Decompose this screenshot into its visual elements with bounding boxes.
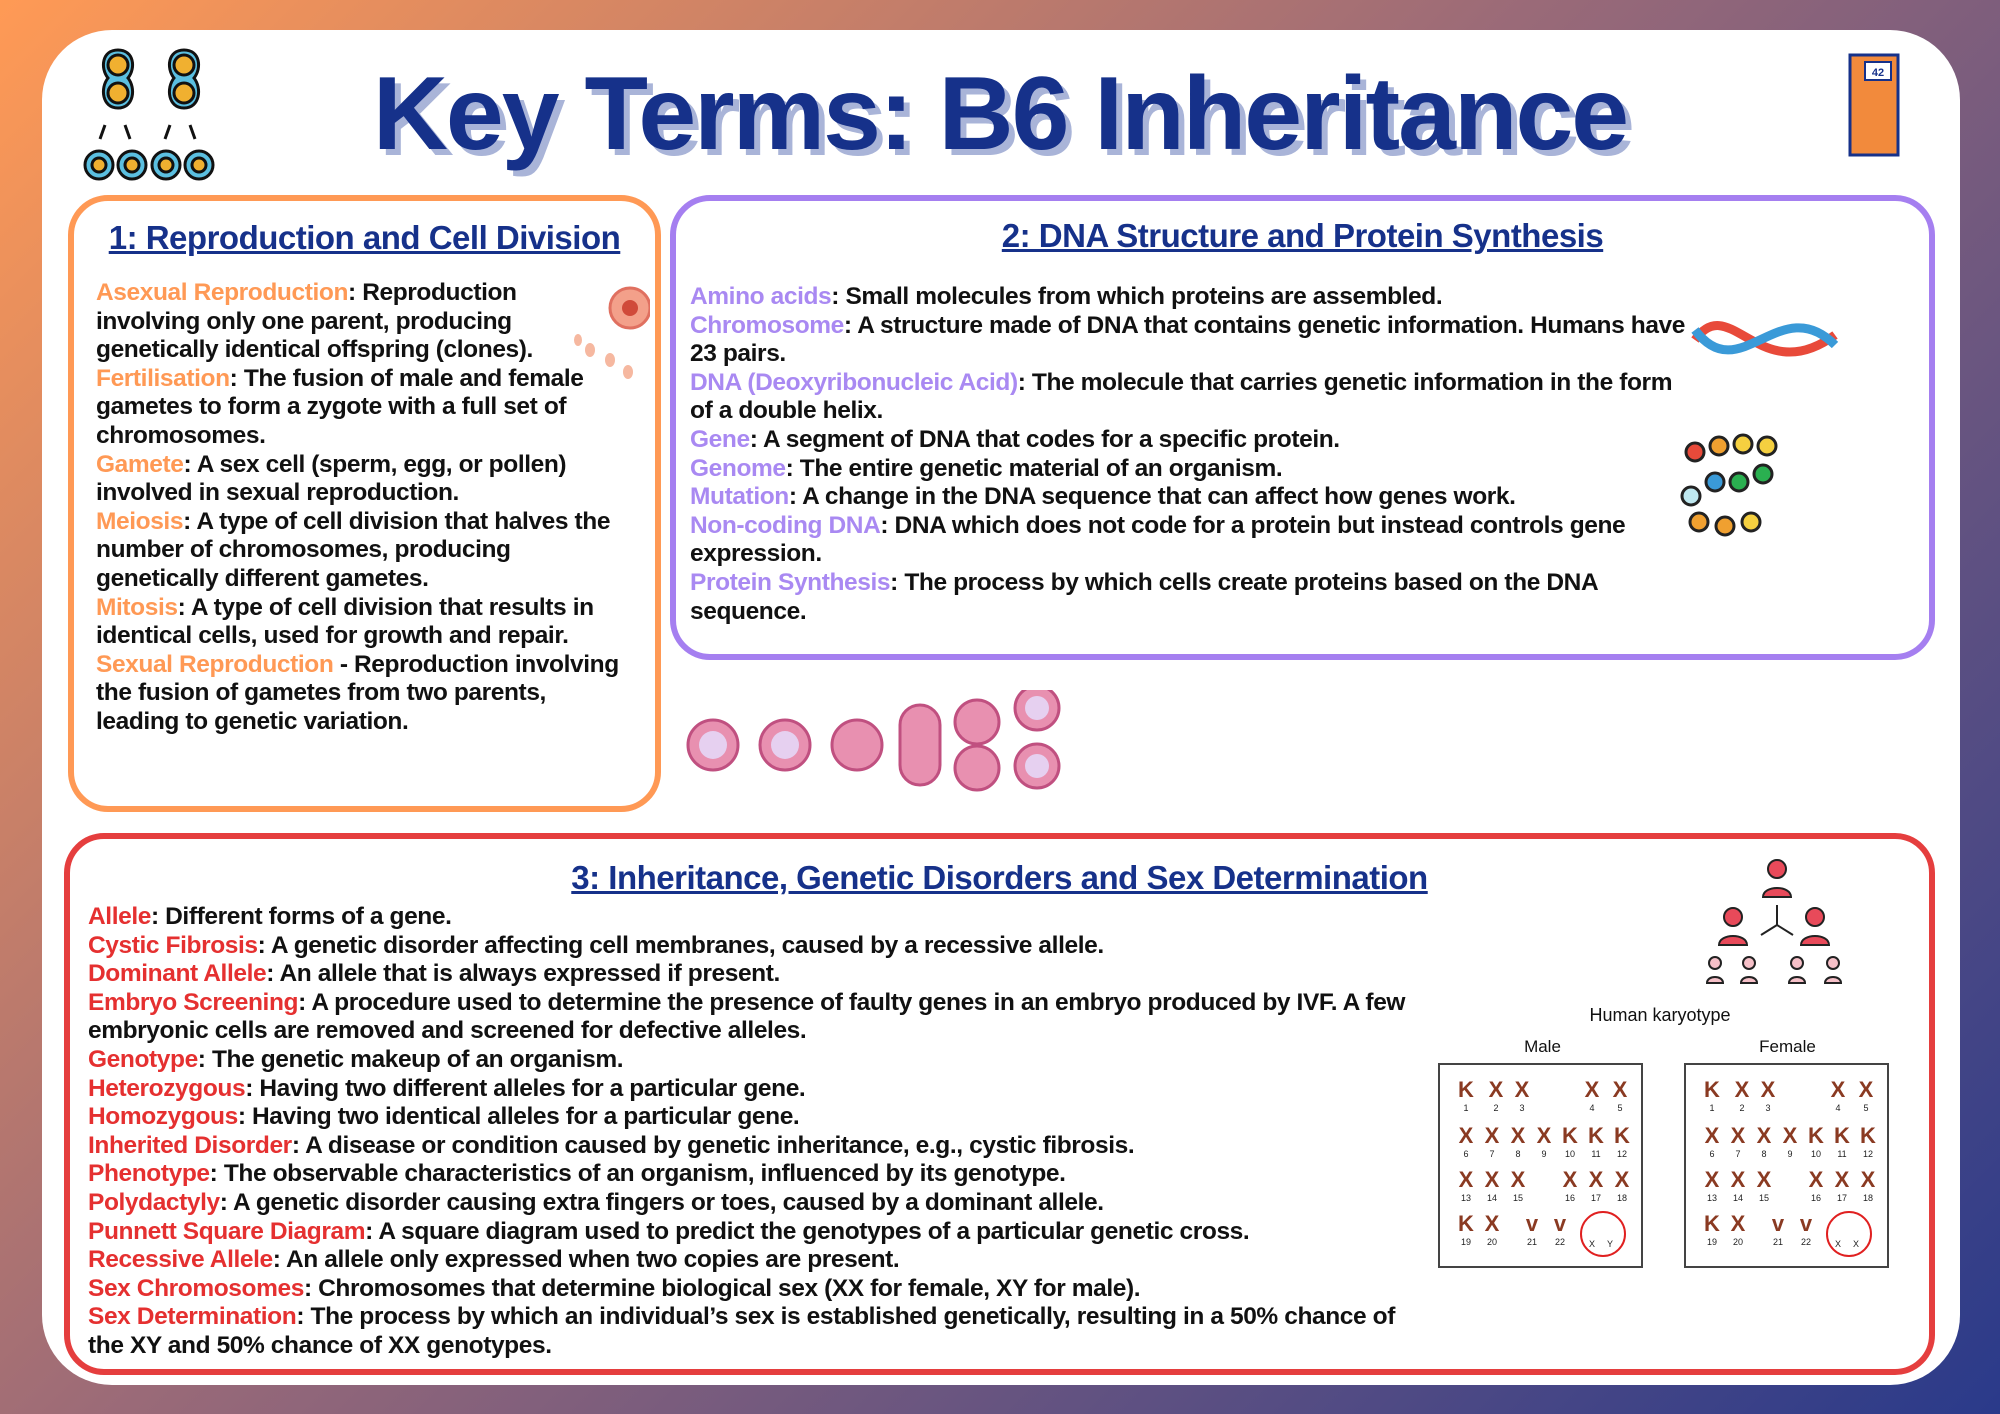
chromosome-number: 2 <box>1493 1103 1499 1113</box>
chromosome-number: 12 <box>1862 1149 1873 1159</box>
chromosome-number: 16 <box>1810 1193 1821 1203</box>
term-entry <box>96 594 626 651</box>
chromosome-number: 4 <box>1835 1103 1841 1113</box>
term-entry <box>88 1189 1408 1218</box>
term-entry <box>88 1132 1408 1161</box>
term-name: Chromosome <box>690 311 844 339</box>
term-separator: : <box>272 1246 287 1274</box>
chromosome: X <box>1458 1167 1474 1192</box>
chromosome: K <box>1704 1077 1720 1102</box>
term-name: Polydactyly <box>88 1188 220 1216</box>
term-entry <box>690 369 1690 426</box>
term-separator: : <box>785 454 800 482</box>
chromosome: X <box>1730 1167 1746 1192</box>
term-name: Punnett Square Diagram <box>88 1217 366 1245</box>
book-icon <box>1845 50 1905 165</box>
chromosome-number: 15 <box>1758 1193 1769 1203</box>
chromosome: X <box>1488 1077 1504 1102</box>
karyotype-figure <box>1430 1005 1890 1249</box>
chromosome: X <box>1830 1077 1846 1102</box>
term-separator: : <box>219 1188 234 1216</box>
term-name: Amino acids <box>690 283 832 310</box>
section-heading: 2: DNA Structure and Protein Synthesis <box>1001 217 1604 254</box>
term-entry <box>690 455 1690 484</box>
chromosome: K <box>1808 1123 1824 1148</box>
sex-chromosome-label: X <box>1588 1239 1595 1249</box>
term-separator: : <box>298 988 312 1016</box>
section-inheritance <box>64 833 1935 1375</box>
chromosome: X <box>1704 1123 1720 1148</box>
chromosome-number: 2 <box>1739 1103 1745 1113</box>
chromosome-number: 9 <box>1541 1149 1547 1159</box>
chromosome-number: 14 <box>1732 1193 1743 1203</box>
chromosome: X <box>1730 1211 1746 1236</box>
term-definition: The observable characteristics of an organism, influenced by its genotype. <box>223 1160 1066 1188</box>
chromosome-number: 22 <box>1554 1237 1565 1247</box>
term-definition: A procedure used to determine the presence of faulty genes in an embryo produced by IVF. A few embryonic cells are removed and screened for defective alleles. <box>88 988 1406 1045</box>
amino-acid-chain-icon <box>1675 432 1785 542</box>
chromosome-number: 1 <box>1463 1103 1469 1113</box>
term-separator: : <box>150 903 166 930</box>
chromosome: K <box>1704 1211 1720 1236</box>
term-definition: Reproduction involving the fusion of gametes from two parents, leading to genetic variation. <box>96 650 619 735</box>
term-entry <box>88 1046 1408 1075</box>
chromosome-number: 14 <box>1486 1193 1497 1203</box>
term-entry <box>96 279 626 365</box>
chromosome: X <box>1808 1167 1824 1192</box>
term-separator: : <box>303 1274 319 1302</box>
chromosome: K <box>1588 1123 1604 1148</box>
term-name: Genome <box>690 454 786 482</box>
term-definition: A genetic disorder affecting cell membranes, caused by a recessive allele. <box>270 931 1104 959</box>
term-definition: The process by which an individual’s sex is established genetically, resulting in a 50% chance of the XY and 50% chance of XX genotypes. <box>88 1303 1395 1359</box>
chromosome-number: 19 <box>1460 1237 1471 1247</box>
chromosome-number: 18 <box>1862 1193 1873 1203</box>
term-definition: Having two different alleles for a particular gene. <box>259 1074 806 1102</box>
term-entry <box>96 651 626 737</box>
term-name: Gene <box>690 425 750 453</box>
sperm-egg-icon <box>570 280 650 390</box>
term-separator: - <box>333 650 355 678</box>
mitosis-stages-icon <box>685 690 1075 800</box>
chromosome-number: 17 <box>1836 1193 1847 1203</box>
term-definition: Having two identical alleles for a particular gene. <box>251 1103 800 1131</box>
chromosome: X <box>1858 1077 1874 1102</box>
term-separator: : <box>209 1160 224 1188</box>
chromosome-number: 20 <box>1486 1237 1497 1247</box>
term-definition: The process by which cells create proteins based on the DNA sequence. <box>690 568 1598 625</box>
chromosome-number: 22 <box>1800 1237 1811 1247</box>
term-definition: A segment of DNA that codes for a specific protein. <box>762 425 1340 453</box>
term-definition: A genetic disorder causing extra fingers or toes, caused by a dominant allele. <box>233 1188 1104 1216</box>
term-name: Recessive Allele <box>88 1246 273 1274</box>
term-name: Sexual Reproduction <box>96 650 334 678</box>
chromosome: K <box>1834 1123 1850 1148</box>
female-label: Female <box>1759 1037 1816 1056</box>
term-definition: An allele only expressed when two copies are present. <box>286 1246 900 1274</box>
sex-chromosome-label: X <box>1834 1239 1841 1249</box>
term-separator: : <box>348 279 363 306</box>
chromosome: X <box>1614 1167 1630 1192</box>
term-definition: Chromosomes that determine biological sex (XX for female, XY for male). <box>318 1274 1141 1302</box>
term-entry <box>690 312 1690 369</box>
chromosome-number: 16 <box>1564 1193 1575 1203</box>
term-entry <box>88 1075 1408 1104</box>
term-definition: A structure made of DNA that contains genetic information. Humans have 23 pairs. <box>690 311 1686 368</box>
chromosome: X <box>1734 1077 1750 1102</box>
term-entry <box>96 508 626 594</box>
chromosome: X <box>1562 1167 1578 1192</box>
term-definition: The entire genetic material of an organism. <box>799 454 1283 482</box>
chromosome: X <box>1510 1167 1526 1192</box>
term-separator: : <box>237 1103 252 1131</box>
term-name: Meiosis <box>96 507 184 535</box>
term-separator: : <box>890 568 905 596</box>
chromosome: X <box>1484 1211 1500 1236</box>
term-separator: : <box>788 483 803 511</box>
term-separator: : <box>291 1131 306 1159</box>
chromosome: v <box>1799 1211 1813 1236</box>
term-definition: A sex cell (sperm, egg, or pollen) involved in sexual reproduction. <box>96 450 567 507</box>
term-separator: : <box>365 1217 379 1245</box>
chromosome-number: 10 <box>1810 1149 1821 1159</box>
term-definition: Reproduction involving only one parent, producing genetically identical offspring (clones). <box>96 279 533 364</box>
chromosome-number: 21 <box>1526 1237 1537 1247</box>
chromosome: X <box>1860 1167 1876 1192</box>
chromosome: K <box>1860 1123 1876 1148</box>
chromosome: X <box>1588 1167 1604 1192</box>
term-entry <box>88 989 1408 1046</box>
term-name: Mutation <box>690 483 789 511</box>
chromosome-number: 18 <box>1616 1193 1627 1203</box>
term-name: Mitosis <box>96 593 178 621</box>
section-dna <box>670 195 1935 660</box>
term-definition: The genetic makeup of an organism. <box>211 1045 624 1073</box>
chromosome: X <box>1484 1123 1500 1148</box>
chromosome-number: 3 <box>1765 1103 1771 1113</box>
chromosome: X <box>1514 1077 1530 1102</box>
term-name: Inherited Disorder <box>88 1131 292 1159</box>
chromosome-number: 6 <box>1709 1149 1715 1159</box>
term-entry <box>88 932 1408 961</box>
term-entry <box>690 283 1690 312</box>
term-definition: Different forms of a gene. <box>165 903 452 930</box>
page-title: Key Terms: B6 Inheritance <box>372 56 1628 172</box>
term-definition: Small molecules from which proteins are assembled. <box>845 283 1443 310</box>
chromosome: K <box>1614 1123 1630 1148</box>
chromosome: X <box>1756 1167 1772 1192</box>
term-definition: A disease or condition caused by genetic inheritance, e.g., cystic fibrosis. <box>305 1131 1135 1159</box>
term-name: Allele <box>88 903 151 930</box>
karyotype-title: Human karyotype <box>1589 1005 1731 1025</box>
chromosome: v <box>1553 1211 1567 1236</box>
chromosome-number: 1 <box>1709 1103 1715 1113</box>
term-name: Gamete <box>96 450 184 478</box>
chromosome-number: 11 <box>1591 1149 1601 1159</box>
term-entry <box>88 1103 1408 1132</box>
male-karyotype <box>1438 1063 1643 1268</box>
chromosome-number: 19 <box>1706 1237 1717 1247</box>
term-entry <box>88 960 1408 989</box>
term-definition: The molecule that carries genetic information in the form of a double helix. <box>690 368 1673 425</box>
chromosome-number: 11 <box>1837 1149 1847 1159</box>
chromosome-number: 12 <box>1616 1149 1627 1159</box>
term-definition: A change in the DNA sequence that can affect how genes work. <box>802 483 1516 511</box>
term-definition: An allele that is always expressed if present. <box>279 960 780 988</box>
term-definition: A type of cell division that halves the number of chromosomes, producing genetically different gametes. <box>96 507 611 592</box>
term-entry <box>88 1218 1408 1247</box>
term-list <box>88 903 1408 1361</box>
chromosome-number: 13 <box>1706 1193 1717 1203</box>
term-name: Homozygous <box>88 1103 238 1131</box>
chromosome-number: 17 <box>1590 1193 1601 1203</box>
term-name: Fertilisation <box>96 364 230 392</box>
term-name: Non-coding DNA <box>690 511 881 539</box>
sex-chromosome-label: Y <box>1606 1239 1613 1249</box>
term-entry <box>690 569 1690 626</box>
term-entry <box>88 1303 1408 1360</box>
chromosome-number: 13 <box>1460 1193 1471 1203</box>
section-heading: 3: Inheritance, Genetic Disorders and Sex Determination <box>571 859 1428 896</box>
chromosome-number: 3 <box>1519 1103 1525 1113</box>
term-definition: DNA which does not code for a protein but instead controls gene expression. <box>690 511 1626 568</box>
term-definition: A type of cell division that results in identical cells, used for growth and repair. <box>96 593 594 650</box>
chromosome: K <box>1458 1077 1474 1102</box>
term-separator: : <box>266 960 280 988</box>
family-tree-icon <box>1705 855 1850 990</box>
term-separator: : <box>177 593 191 621</box>
chromosome: X <box>1782 1123 1798 1148</box>
sex-chromosomes-circle <box>1826 1211 1872 1257</box>
term-definition: The fusion of male and female gametes to form a zygote with a full set of chromosomes. <box>96 364 584 449</box>
term-entry <box>88 903 1408 932</box>
male-label: Male <box>1524 1037 1561 1056</box>
term-name: DNA (Deoxyribonucleic Acid) <box>690 368 1018 396</box>
term-separator: : <box>296 1303 311 1331</box>
term-name: Phenotype <box>88 1160 210 1188</box>
term-name: Embryo Screening <box>88 988 299 1016</box>
chromosome: X <box>1484 1167 1500 1192</box>
chromosome-number: 5 <box>1617 1103 1623 1113</box>
chromosome: X <box>1730 1123 1746 1148</box>
term-entry <box>96 365 626 451</box>
chromosome-number: 10 <box>1564 1149 1575 1159</box>
chromosome-number: 20 <box>1732 1237 1743 1247</box>
term-entry <box>690 512 1690 569</box>
chromosome: X <box>1834 1167 1850 1192</box>
term-separator: : <box>183 450 197 478</box>
term-separator: : <box>749 425 763 453</box>
chromosome: X <box>1536 1123 1552 1148</box>
chromosome: K <box>1562 1123 1578 1148</box>
term-name: Genotype <box>88 1045 198 1073</box>
term-name: Cystic Fibrosis <box>88 931 258 959</box>
term-separator: : <box>229 364 244 392</box>
term-separator: : <box>183 507 197 535</box>
term-name: Sex Determination <box>88 1303 297 1331</box>
book-number: 42 <box>1871 67 1885 79</box>
chromosome-number: 5 <box>1863 1103 1869 1113</box>
chromosome: v <box>1525 1211 1539 1236</box>
term-separator: : <box>197 1045 212 1073</box>
term-name: Dominant Allele <box>88 960 267 988</box>
dna-helix-icon <box>1690 300 1840 380</box>
chromosome: X <box>1760 1077 1776 1102</box>
term-separator: : <box>1017 368 1032 396</box>
chromosome-number: 21 <box>1772 1237 1783 1247</box>
chromosome: X <box>1584 1077 1600 1102</box>
sex-chromosomes-circle <box>1580 1211 1626 1257</box>
chromosome-number: 4 <box>1589 1103 1595 1113</box>
chromosome-number: 8 <box>1761 1149 1767 1159</box>
term-list <box>690 283 1690 626</box>
sex-chromosome-label: X <box>1852 1239 1859 1249</box>
chromosome-number: 9 <box>1787 1149 1793 1159</box>
term-list <box>96 279 626 737</box>
chromosome: v <box>1771 1211 1785 1236</box>
chromosome-number: 7 <box>1735 1149 1741 1159</box>
chromosome: X <box>1612 1077 1628 1102</box>
term-entry <box>88 1275 1408 1304</box>
term-name: Protein Synthesis <box>690 568 891 596</box>
chromosome-number: 15 <box>1512 1193 1523 1203</box>
section-heading: 1: Reproduction and Cell Division <box>108 219 621 256</box>
term-separator: : <box>245 1074 260 1102</box>
chromosome: X <box>1510 1123 1526 1148</box>
term-entry <box>690 426 1690 455</box>
term-entry <box>96 451 626 508</box>
cell-division-icon <box>80 45 230 185</box>
female-karyotype <box>1684 1063 1889 1268</box>
term-separator: : <box>257 931 271 959</box>
chromosome: K <box>1458 1211 1474 1236</box>
term-name: Heterozygous <box>88 1074 246 1102</box>
term-definition: A square diagram used to predict the genotypes of a particular genetic cross. <box>378 1217 1250 1245</box>
chromosome-number: 7 <box>1489 1149 1495 1159</box>
term-name: Sex Chromosomes <box>88 1274 304 1302</box>
term-name: Asexual Reproduction <box>96 279 349 306</box>
chromosome-number: 8 <box>1515 1149 1521 1159</box>
term-separator: : <box>843 311 858 339</box>
term-entry <box>88 1160 1408 1189</box>
term-entry <box>88 1246 1408 1275</box>
term-separator: : <box>831 283 846 310</box>
term-entry <box>690 483 1690 512</box>
chromosome-number: 6 <box>1463 1149 1469 1159</box>
chromosome: X <box>1458 1123 1474 1148</box>
chromosome: X <box>1756 1123 1772 1148</box>
term-separator: : <box>880 511 895 539</box>
chromosome: X <box>1704 1167 1720 1192</box>
